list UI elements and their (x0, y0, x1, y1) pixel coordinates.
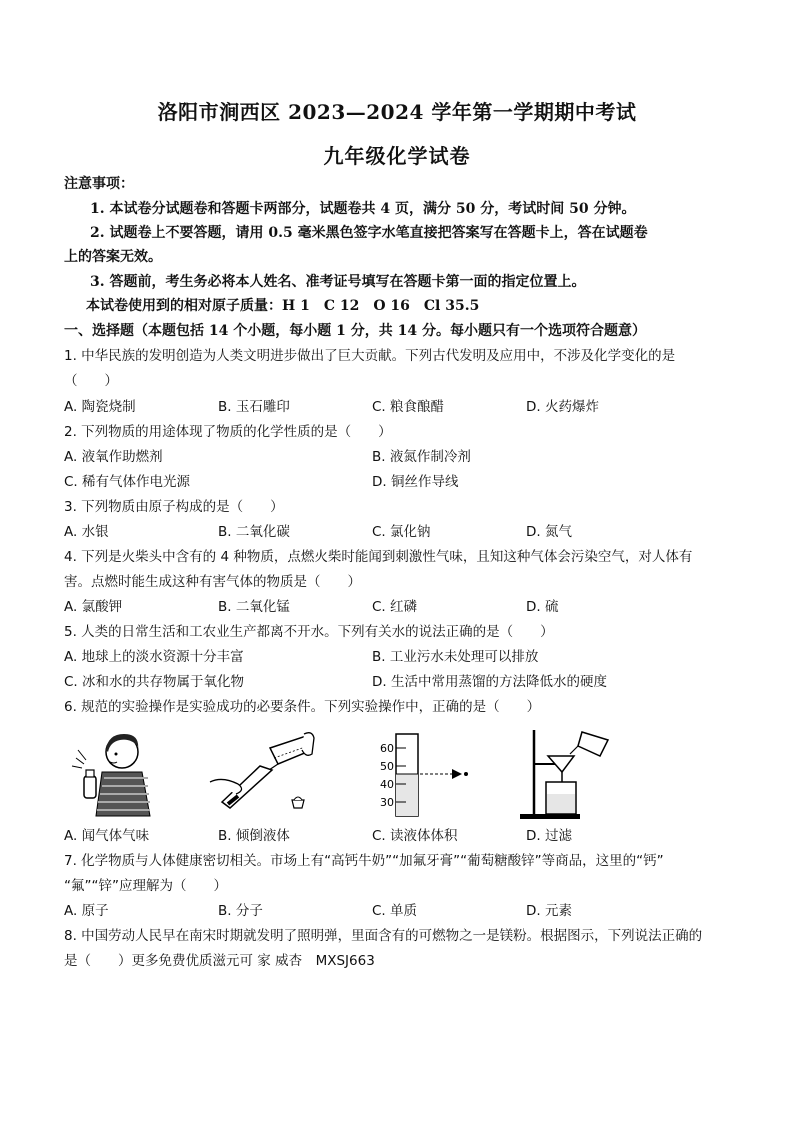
question-7-option-c: C. 单质 (372, 903, 418, 919)
question-1-option-c: C. 粮食酿醋 (372, 399, 445, 415)
question-2-option-c: C. 稀有气体作电光源 (64, 474, 191, 490)
question-5-option-a: A. 地球上的淡水资源十分丰富 (64, 649, 244, 665)
question-4-text-line2: 害。点燃时能生成这种有害气体的物质是（ ） (64, 574, 361, 590)
question-4-option-c: C. 红磷 (372, 599, 418, 615)
question-7-text-line1: 7. 化学物质与人体健康密切相关。市场上有“高钙牛奶”“加氟牙膏”“葡萄糖酸锌”等商品，这里的“钙” (64, 853, 664, 869)
question-4-option-d: D. 硫 (526, 599, 559, 615)
figure-read-volume (366, 728, 478, 820)
question-1-paren: （ ） (64, 373, 118, 389)
question-5-option-c: C. 冰和水的共存物属于氧化物 (64, 674, 245, 690)
question-3-option-c: C. 氯化钠 (372, 524, 431, 540)
question-2-option-d: D. 铜丝作导线 (372, 474, 459, 490)
question-4-option-a: A. 氯酸钾 (64, 599, 123, 615)
question-6-text: 6. 规范的实验操作是实验成功的必要条件。下列实验操作中，正确的是（ ） (64, 699, 541, 715)
question-7-option-a: A. 原子 (64, 903, 109, 919)
question-6-option-a: A. 闻气体气味 (64, 828, 150, 844)
notice-heading: 注意事项： (64, 176, 134, 192)
figure-smell-gas (62, 728, 172, 820)
question-8-text-line2: 是（ ）更多免费优质滋元可 家 威杏 MXSJ663 (64, 953, 375, 969)
question-3-option-d: D. 氮气 (526, 524, 572, 540)
question-7-text-line2: “氟”“锌”应理解为（ ） (64, 878, 227, 894)
section-1-heading: 一、选择题（本题包括 14 个小题，每小题 1 分，共 14 分。每小题只有一个选项符合题意） (64, 323, 646, 339)
question-5-option-b: B. 工业污水未处理可以排放 (372, 649, 539, 665)
question-3-text: 3. 下列物质由原子构成的是（ ） (64, 499, 284, 515)
cylinder-tick-60: 60 (380, 742, 394, 755)
question-1-option-b: B. 玉石雕印 (218, 399, 290, 415)
exam-subtitle: 九年级化学试卷 (323, 144, 471, 168)
atomic-mass-note: 本试卷使用到的相对原子质量：H 1 C 12 O 16 Cl 35.5 (86, 298, 480, 314)
figure-pour-liquid (208, 728, 320, 820)
question-1-text: 1. 中华民族的发明创造为人类文明进步做出了巨大贡献。下列古代发明及应用中，不涉及化学变化的是 (64, 348, 676, 364)
question-1-option-d: D. 火药爆炸 (526, 399, 599, 415)
question-1-option-a: A. 陶瓷烧制 (64, 399, 136, 415)
question-8-text-line1: 8. 中国劳动人民早在南宋时期就发明了照明弹，里面含有的可燃物之一是镁粉。根据图示，下列说法正确的 (64, 928, 703, 944)
question-4-option-b: B. 二氧化锰 (218, 599, 290, 615)
notice-item-2-line2: 上的答案无效。 (64, 249, 162, 265)
notice-item-2-line1: 2. 试题卷上不要答题，请用 0.5 毫米黑色签字水笔直接把答案写在答题卡上，答在试题卷 (90, 225, 648, 241)
cylinder-tick-50: 50 (380, 760, 394, 773)
question-7-option-d: D. 元素 (526, 903, 572, 919)
question-3-option-a: A. 水银 (64, 524, 109, 540)
cylinder-tick-40: 40 (380, 778, 394, 791)
question-3-option-b: B. 二氧化碳 (218, 524, 290, 540)
question-2-option-a: A. 液氧作助燃剂 (64, 449, 163, 465)
question-2-option-b: B. 液氮作制冷剂 (372, 449, 471, 465)
figure-filtration (512, 728, 624, 820)
question-4-text-line1: 4. 下列是火柴头中含有的 4 种物质，点燃火柴时能闻到刺激性气味，且知这种气体会污染空气，对人体有 (64, 549, 693, 565)
notice-item-1: 1. 本试卷分试题卷和答题卡两部分，试题卷共 4 页，满分 50 分，考试时间 50 分钟。 (90, 201, 636, 217)
question-6-option-d: D. 过滤 (526, 828, 572, 844)
cylinder-tick-30: 30 (380, 796, 394, 809)
exam-title: 洛阳市涧西区 2023—2024 学年第一学期期中考试 (157, 100, 637, 124)
question-5-option-d: D. 生活中常用蒸馏的方法降低水的硬度 (372, 674, 607, 690)
question-2-text: 2. 下列物质的用途体现了物质的化学性质的是（ ） (64, 424, 392, 440)
question-5-text: 5. 人类的日常生活和工农业生产都离不开水。下列有关水的说法正确的是（ ） (64, 624, 554, 640)
question-6-option-b: B. 倾倒液体 (218, 828, 290, 844)
notice-item-3: 3. 答题前，考生务必将本人姓名、准考证号填写在答题卡第一面的指定位置上。 (90, 274, 586, 290)
question-7-option-b: B. 分子 (218, 903, 263, 919)
question-6-option-c: C. 读液体体积 (372, 828, 458, 844)
